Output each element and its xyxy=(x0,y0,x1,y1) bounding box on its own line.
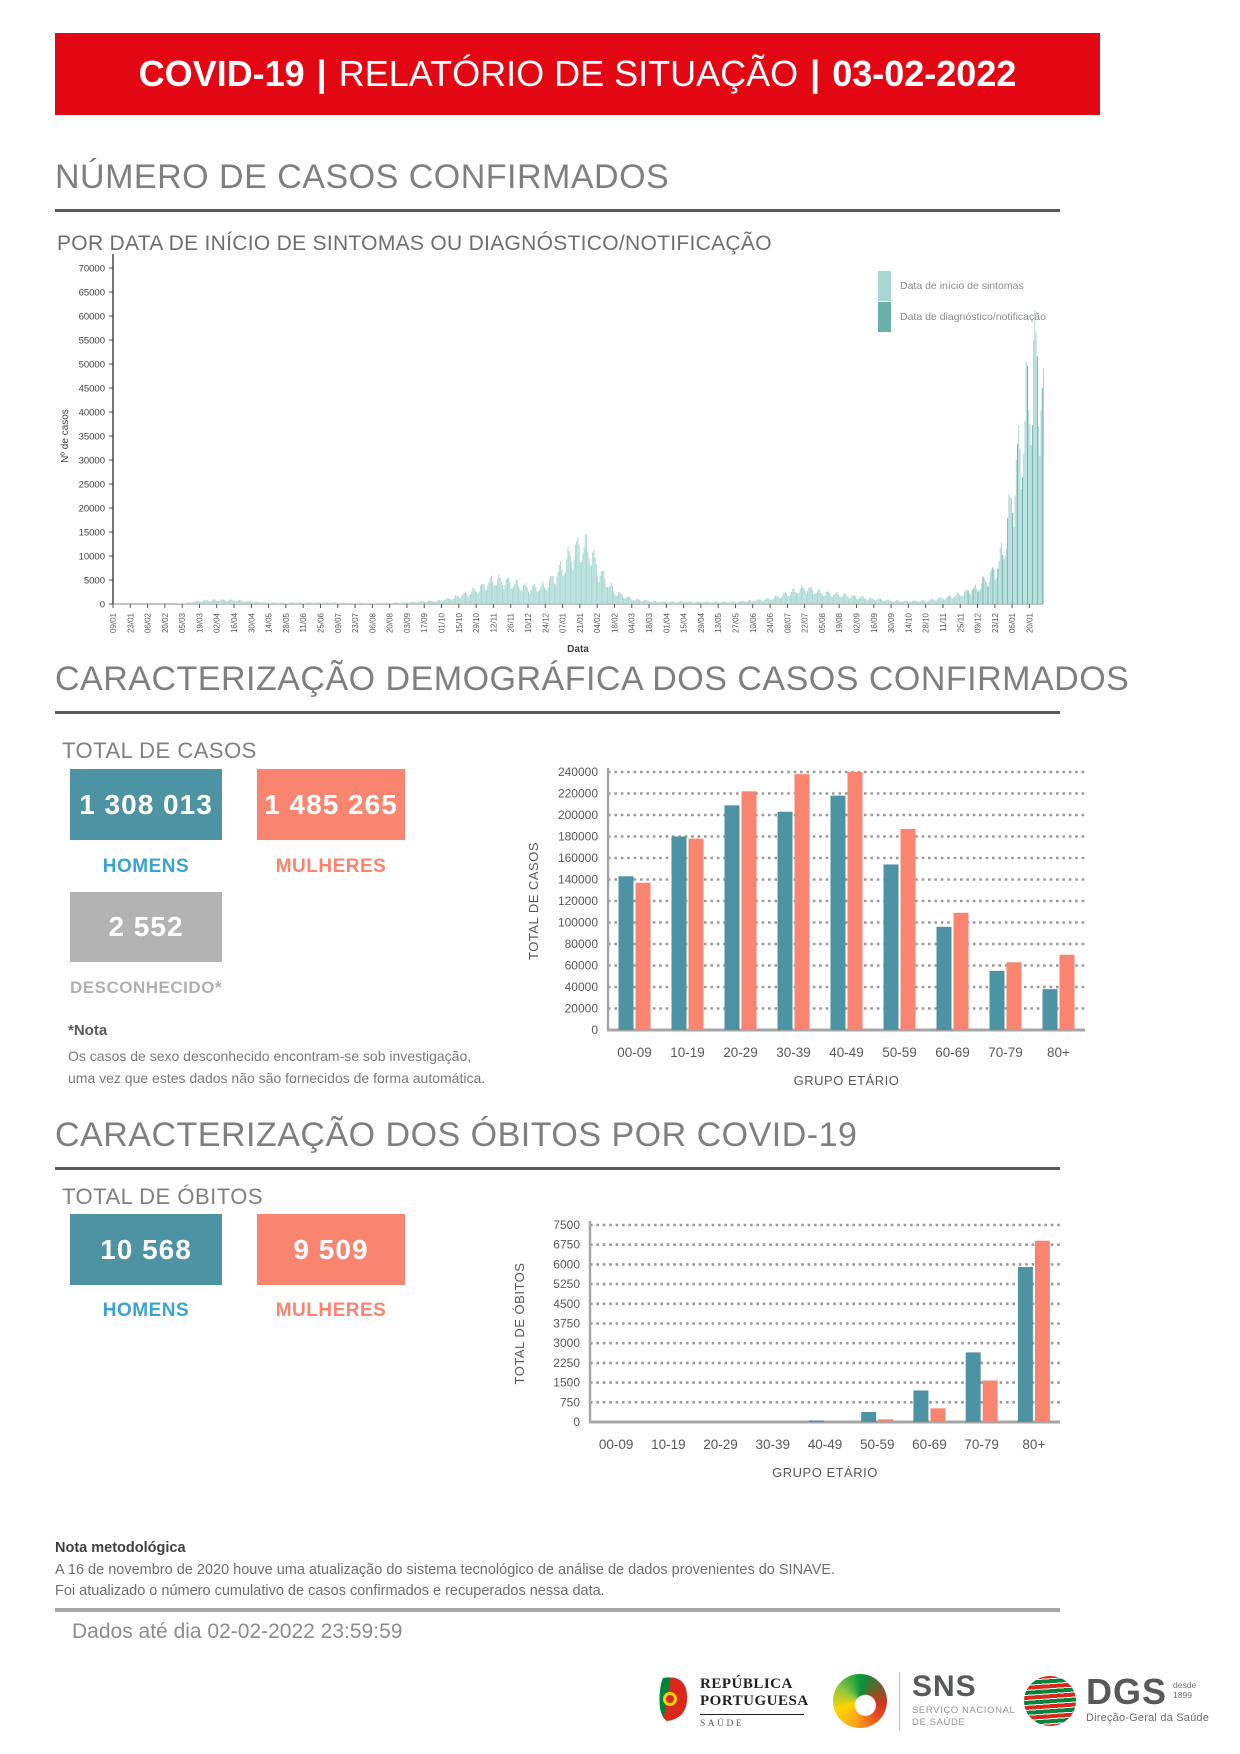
svg-text:70000: 70000 xyxy=(78,263,105,275)
svg-text:16/04: 16/04 xyxy=(230,613,240,634)
legend-label-sintomas: Data de início de sintomas xyxy=(900,279,1024,292)
svg-text:7500: 7500 xyxy=(553,1218,580,1232)
svg-text:17/09: 17/09 xyxy=(420,613,430,634)
svg-text:28/10: 28/10 xyxy=(921,613,931,634)
dgs-since-word: desde xyxy=(1173,1680,1197,1690)
svg-text:24/06: 24/06 xyxy=(766,613,776,634)
svg-text:70-79: 70-79 xyxy=(988,1045,1023,1060)
footer-divider xyxy=(55,1608,1060,1612)
svg-text:160000: 160000 xyxy=(557,851,598,865)
methodological-note xyxy=(55,1540,835,1602)
banner-main-title: RELATÓRIO DE SITUAÇÃO xyxy=(338,53,799,94)
svg-text:26/11: 26/11 xyxy=(506,613,516,633)
svg-text:09/01: 09/01 xyxy=(109,613,118,634)
banner-pipe-1: | xyxy=(316,53,327,94)
republica-line2: PORTUGUESA xyxy=(700,1693,809,1709)
svg-text:30/09: 30/09 xyxy=(887,613,897,634)
sns-name: SNS xyxy=(912,1670,977,1703)
svg-text:20000: 20000 xyxy=(564,1001,598,1016)
svg-text:55000: 55000 xyxy=(78,335,105,347)
svg-text:60000: 60000 xyxy=(78,311,105,323)
svg-text:20-29: 20-29 xyxy=(723,1045,758,1060)
dgs-subtitle: Direção-Geral da Saúde xyxy=(1086,1712,1210,1724)
svg-text:11/06: 11/06 xyxy=(299,613,309,633)
svg-text:70-79: 70-79 xyxy=(964,1437,999,1452)
svg-text:80+: 80+ xyxy=(1047,1045,1070,1060)
deaths-by-age-svg xyxy=(490,1215,1120,1505)
svg-text:40000: 40000 xyxy=(78,407,105,419)
svg-text:5250: 5250 xyxy=(553,1277,580,1292)
republica-saude: SAÚDE xyxy=(700,1719,745,1729)
svg-text:14/05: 14/05 xyxy=(264,613,274,634)
section-heading-deaths: CARACTERIZAÇÃO DOS ÓBITOS POR COVID-19 xyxy=(55,1116,1060,1170)
svg-text:29/10: 29/10 xyxy=(472,613,482,634)
svg-text:15/04: 15/04 xyxy=(679,613,689,634)
svg-text:35000: 35000 xyxy=(78,431,105,443)
svg-text:25/11: 25/11 xyxy=(956,613,966,633)
svg-text:10/12: 10/12 xyxy=(523,613,533,634)
svg-text:750: 750 xyxy=(559,1395,580,1410)
cases-subheading: POR DATA DE INÍCIO DE SINTOMAS OU DIAGNÓSTICO/NOTIFICAÇÃO xyxy=(57,232,772,255)
section-heading-cases: NÚMERO DE CASOS CONFIRMADOS xyxy=(55,158,1060,212)
svg-text:4500: 4500 xyxy=(553,1296,580,1311)
dgs-name: DGS xyxy=(1086,1671,1168,1712)
svg-text:19/08: 19/08 xyxy=(835,613,845,634)
svg-text:19/03: 19/03 xyxy=(195,613,205,634)
total-cases-label: TOTAL DE CASOS xyxy=(62,738,257,763)
sns-sub2: DE SAÚDE xyxy=(912,1717,966,1728)
svg-text:13/05: 13/05 xyxy=(714,613,724,634)
section-heading-demography: CARACTERIZAÇÃO DEMOGRÁFICA DOS CASOS CONFIRMADOS xyxy=(55,660,1060,714)
banner-pipe-2: | xyxy=(810,53,821,94)
deaths-mulheres-box: 9 509 xyxy=(257,1214,405,1285)
svg-text:29/04: 29/04 xyxy=(696,613,706,634)
svg-text:50000: 50000 xyxy=(78,359,105,371)
svg-text:60-69: 60-69 xyxy=(912,1437,947,1452)
cases-homens-box: 1 308 013 xyxy=(70,769,222,840)
svg-text:3000: 3000 xyxy=(553,1336,580,1351)
svg-text:15000: 15000 xyxy=(78,527,105,539)
svg-text:28/05: 28/05 xyxy=(281,613,291,634)
svg-text:10-19: 10-19 xyxy=(670,1045,705,1060)
nota-line-2: uma vez que estes dados não são fornecidos de forma automática. xyxy=(68,1070,486,1086)
dgs-since-year: 1899 xyxy=(1173,1690,1192,1700)
svg-text:23/12: 23/12 xyxy=(990,613,1000,634)
svg-text:18/03: 18/03 xyxy=(645,613,655,634)
svg-text:30-39: 30-39 xyxy=(776,1045,811,1060)
banner-date: 03-02-2022 xyxy=(832,53,1017,94)
deaths-homens-label: HOMENS xyxy=(102,1300,190,1321)
svg-text:20000: 20000 xyxy=(78,503,105,515)
deaths-mulheres-label: MULHERES xyxy=(275,1300,387,1321)
svg-text:GRUPO ETÁRIO: GRUPO ETÁRIO xyxy=(793,1073,900,1088)
republica-portuguesa-logo xyxy=(656,1676,809,1729)
svg-text:01/04: 01/04 xyxy=(662,613,672,634)
timeseries-chart xyxy=(55,240,1055,660)
dgs-logo xyxy=(1024,1671,1210,1726)
svg-text:09/12: 09/12 xyxy=(973,613,983,634)
dgs-text-block xyxy=(1086,1671,1210,1724)
svg-text:06/02: 06/02 xyxy=(143,613,153,634)
svg-text:120000: 120000 xyxy=(557,894,598,908)
svg-text:21/01: 21/01 xyxy=(575,613,585,634)
svg-text:25/06: 25/06 xyxy=(316,613,326,634)
legend-item-notificacao xyxy=(878,301,1046,332)
deaths-by-age-chart xyxy=(490,1215,1120,1505)
svg-text:18/02: 18/02 xyxy=(610,613,620,634)
timeseries-legend xyxy=(878,270,1046,332)
svg-text:00-09: 00-09 xyxy=(617,1045,652,1060)
dgs-sphere-icon xyxy=(1024,1676,1076,1726)
svg-text:Nº de casos: Nº de casos xyxy=(60,409,71,463)
svg-text:23/01: 23/01 xyxy=(126,613,136,634)
sns-sub1: SERVIÇO NACIONAL xyxy=(912,1705,1016,1716)
svg-text:40-49: 40-49 xyxy=(807,1437,843,1452)
svg-text:20/08: 20/08 xyxy=(385,613,395,634)
svg-text:60-69: 60-69 xyxy=(935,1045,970,1060)
cases-by-age-chart xyxy=(520,742,1120,1092)
svg-text:10-19: 10-19 xyxy=(651,1437,686,1452)
svg-text:180000: 180000 xyxy=(557,829,598,844)
svg-text:240000: 240000 xyxy=(557,765,598,779)
svg-text:TOTAL DE CASOS: TOTAL DE CASOS xyxy=(526,841,541,961)
svg-text:08/07: 08/07 xyxy=(783,613,793,634)
svg-text:11/11: 11/11 xyxy=(938,613,948,632)
sns-swirl-icon xyxy=(833,1674,887,1728)
svg-text:220000: 220000 xyxy=(557,786,598,801)
svg-text:16/09: 16/09 xyxy=(869,613,879,634)
legend-item-sintomas xyxy=(878,270,1046,301)
svg-text:80+: 80+ xyxy=(1022,1437,1046,1452)
svg-text:20/01: 20/01 xyxy=(1025,613,1035,634)
svg-text:65000: 65000 xyxy=(78,287,105,299)
sns-text-block xyxy=(912,1670,1016,1729)
svg-text:200000: 200000 xyxy=(557,808,598,822)
svg-text:09/07: 09/07 xyxy=(333,613,343,634)
svg-text:05/08: 05/08 xyxy=(817,613,827,634)
svg-text:12/11: 12/11 xyxy=(489,613,499,633)
svg-text:01/10: 01/10 xyxy=(437,613,447,634)
svg-text:03/09: 03/09 xyxy=(402,613,412,634)
svg-text:04/03: 04/03 xyxy=(627,613,637,634)
footer-nota-line-2: Foi atualizado o número cumulativo de casos confirmados e recuperados nessa data. xyxy=(55,1583,605,1599)
svg-text:14/10: 14/10 xyxy=(904,613,914,634)
footer-nota-title: Nota metodológica xyxy=(55,1540,186,1556)
cases-homens-label: HOMENS xyxy=(102,856,190,877)
svg-text:20/02: 20/02 xyxy=(160,613,170,634)
svg-text:23/07: 23/07 xyxy=(351,613,361,634)
svg-text:06/01: 06/01 xyxy=(1008,613,1018,634)
svg-text:3750: 3750 xyxy=(553,1316,580,1331)
svg-text:60000: 60000 xyxy=(564,958,598,973)
sns-divider xyxy=(899,1672,900,1730)
svg-text:5000: 5000 xyxy=(83,575,105,587)
svg-text:0: 0 xyxy=(99,599,105,611)
svg-text:30/04: 30/04 xyxy=(247,613,257,634)
legend-swatch-notificacao xyxy=(878,302,891,332)
nota-title: *Nota xyxy=(68,1022,108,1039)
svg-text:25000: 25000 xyxy=(78,479,105,491)
footer-nota-line-1: A 16 de novembro de 2020 houve uma atualização do sistema tecnológico de análise de dados provenientes do SINAVE. xyxy=(55,1562,836,1578)
report-title-banner xyxy=(55,33,1100,115)
svg-text:40000: 40000 xyxy=(564,980,598,994)
svg-text:40-49: 40-49 xyxy=(829,1045,864,1060)
cases-mulheres-label: MULHERES xyxy=(275,856,387,877)
svg-text:50-59: 50-59 xyxy=(859,1437,895,1452)
cases-by-age-svg xyxy=(520,742,1120,1092)
dgs-since xyxy=(1173,1676,1196,1700)
svg-text:27/05: 27/05 xyxy=(731,613,741,634)
svg-text:02/04: 02/04 xyxy=(212,613,222,634)
svg-text:06/08: 06/08 xyxy=(368,613,378,634)
svg-text:45000: 45000 xyxy=(78,383,105,395)
sns-logo xyxy=(833,1672,1015,1730)
svg-text:80000: 80000 xyxy=(564,937,598,951)
svg-text:6750: 6750 xyxy=(553,1237,580,1252)
legend-swatch-sintomas xyxy=(878,271,891,301)
republica-text-block xyxy=(700,1676,809,1729)
svg-text:24/12: 24/12 xyxy=(541,613,551,634)
svg-text:140000: 140000 xyxy=(557,872,598,887)
nota-line-1: Os casos de sexo desconhecido encontram-se sob investigação, xyxy=(68,1048,472,1064)
svg-text:1500: 1500 xyxy=(553,1375,580,1390)
svg-text:6000: 6000 xyxy=(553,1257,580,1272)
nota-block xyxy=(68,1022,485,1089)
svg-text:10000: 10000 xyxy=(78,551,105,563)
svg-text:02/09: 02/09 xyxy=(852,613,862,634)
legend-label-notificacao: Data de diagnóstico/notificação xyxy=(900,310,1046,323)
total-deaths-label: TOTAL DE ÓBITOS xyxy=(62,1184,264,1209)
svg-text:2250: 2250 xyxy=(553,1355,580,1370)
portugal-flag-icon xyxy=(656,1676,690,1722)
svg-text:00-09: 00-09 xyxy=(598,1437,634,1452)
svg-text:TOTAL DE ÓBITOS: TOTAL DE ÓBITOS xyxy=(512,1262,527,1385)
svg-text:50-59: 50-59 xyxy=(882,1045,917,1060)
svg-text:0: 0 xyxy=(591,1023,598,1037)
svg-text:30-39: 30-39 xyxy=(755,1437,791,1452)
svg-text:05/03: 05/03 xyxy=(178,613,188,634)
svg-text:Data: Data xyxy=(567,644,589,655)
svg-text:15/10: 15/10 xyxy=(454,613,464,634)
svg-text:22/07: 22/07 xyxy=(800,613,810,634)
republica-line1: REPÚBLICA xyxy=(700,1676,793,1692)
cases-desconhecido-label: DESCONHECIDO* xyxy=(70,978,222,997)
svg-text:04/02: 04/02 xyxy=(593,613,603,634)
svg-text:GRUPO ETÁRIO: GRUPO ETÁRIO xyxy=(772,1465,878,1480)
svg-text:100000: 100000 xyxy=(557,915,598,930)
svg-text:30000: 30000 xyxy=(78,455,105,467)
banner-covid: COVID-19 xyxy=(138,53,305,94)
svg-text:07/01: 07/01 xyxy=(558,613,568,634)
republica-rule xyxy=(700,1714,804,1715)
svg-text:10/06: 10/06 xyxy=(748,613,758,634)
svg-text:0: 0 xyxy=(573,1415,580,1429)
svg-text:20-29: 20-29 xyxy=(703,1437,738,1452)
data-updated-until: Dados até dia 02-02-2022 23:59:59 xyxy=(72,1620,403,1643)
cases-mulheres-box: 1 485 265 xyxy=(257,769,405,840)
cases-desconhecido-box: 2 552 xyxy=(70,892,222,962)
deaths-homens-box: 10 568 xyxy=(70,1214,222,1285)
